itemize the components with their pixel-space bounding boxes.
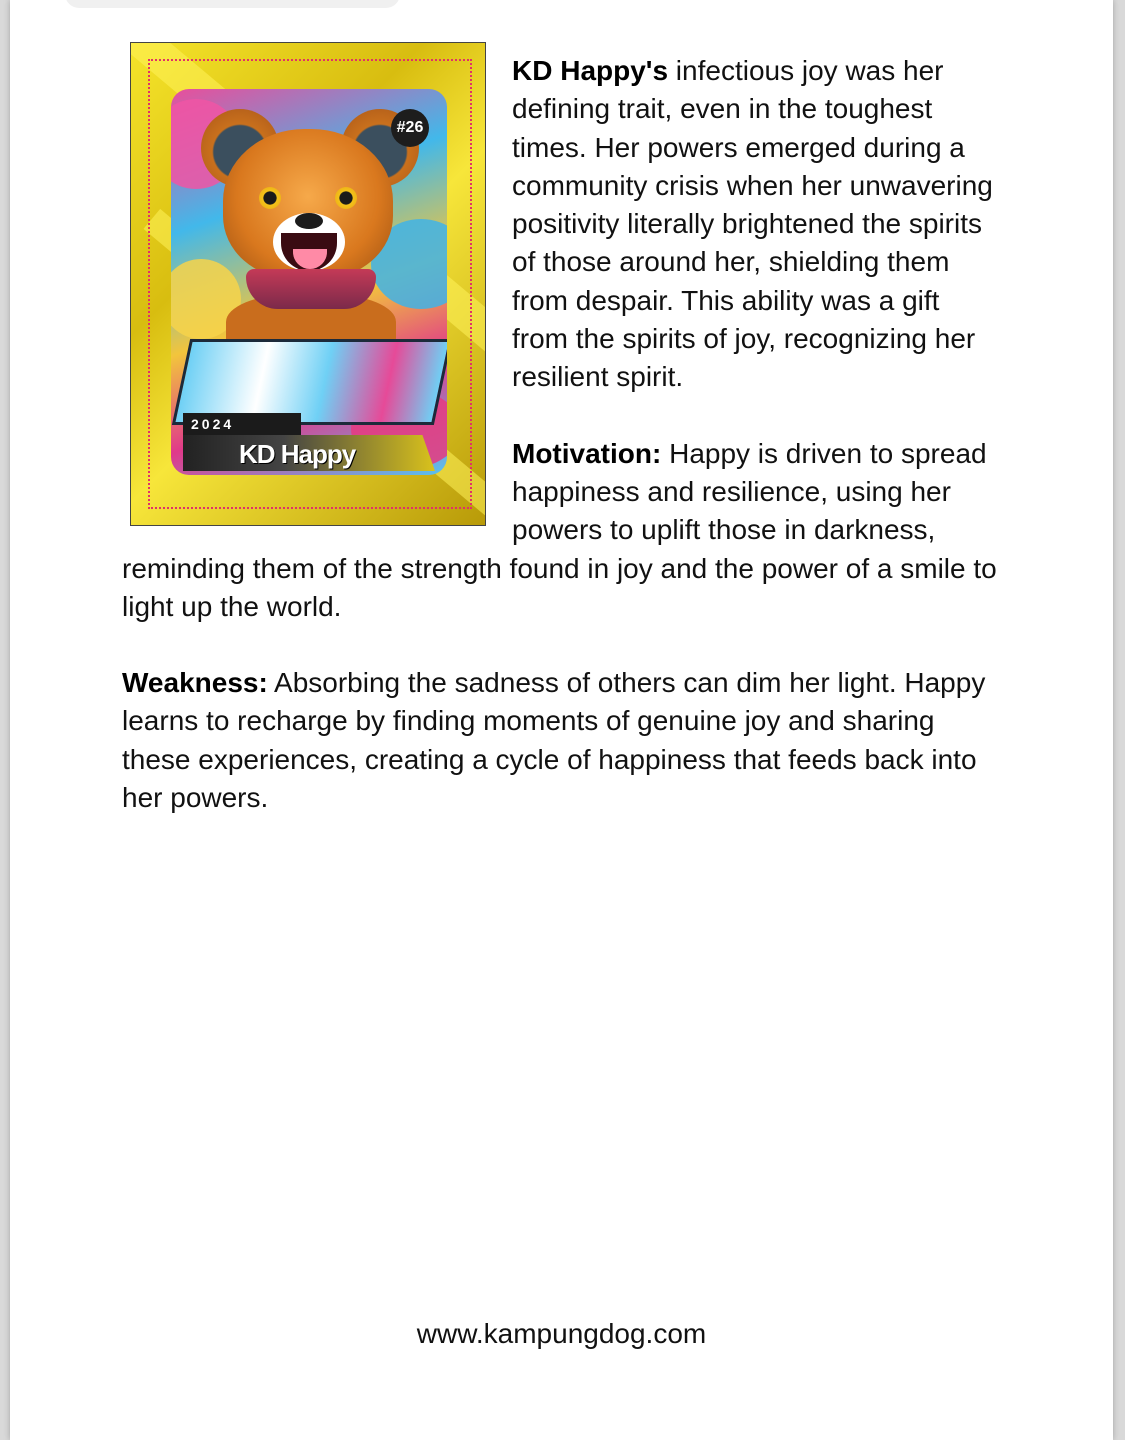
- document-page: [10, 0, 1113, 1440]
- card-number-badge: #26: [391, 109, 429, 147]
- weakness-label: Weakness:: [122, 667, 268, 699]
- footer-url[interactable]: www.kampungdog.com: [416, 1318, 707, 1349]
- motivation-text: Happy is driven to spread happiness and resilience, using her powers to uplift those in darkness, reminding them of the strength found in joy and the power of a smile to light up the world.: [122, 437, 997, 622]
- card-name: KD Happy: [239, 439, 356, 469]
- motivation-label: Motivation:: [512, 437, 662, 469]
- intro-name: KD Happy's: [512, 55, 669, 86]
- document-content: [122, 52, 1002, 817]
- character-card-image: [130, 42, 486, 526]
- dog-head: [223, 129, 393, 279]
- weakness-paragraph: [122, 664, 1002, 817]
- card-year: 2024: [183, 413, 301, 435]
- top-tab-remnant: [65, 0, 400, 8]
- intro-text: infectious joy was her defining trait, even in the toughest times. Her powers emerged during a community crisis when her unwavering positivity literally brightened the spirits of those around her, shielding them from despair. This ability was a gift from the spirits of joy, recognizing her resilient spirit.: [512, 55, 993, 393]
- weakness-text: Absorbing the sadness of others can dim her light. Happy learns to recharge by finding moments of genuine joy and sharing these experiences, creating a cycle of happiness that feeds back into her powers.: [122, 667, 986, 814]
